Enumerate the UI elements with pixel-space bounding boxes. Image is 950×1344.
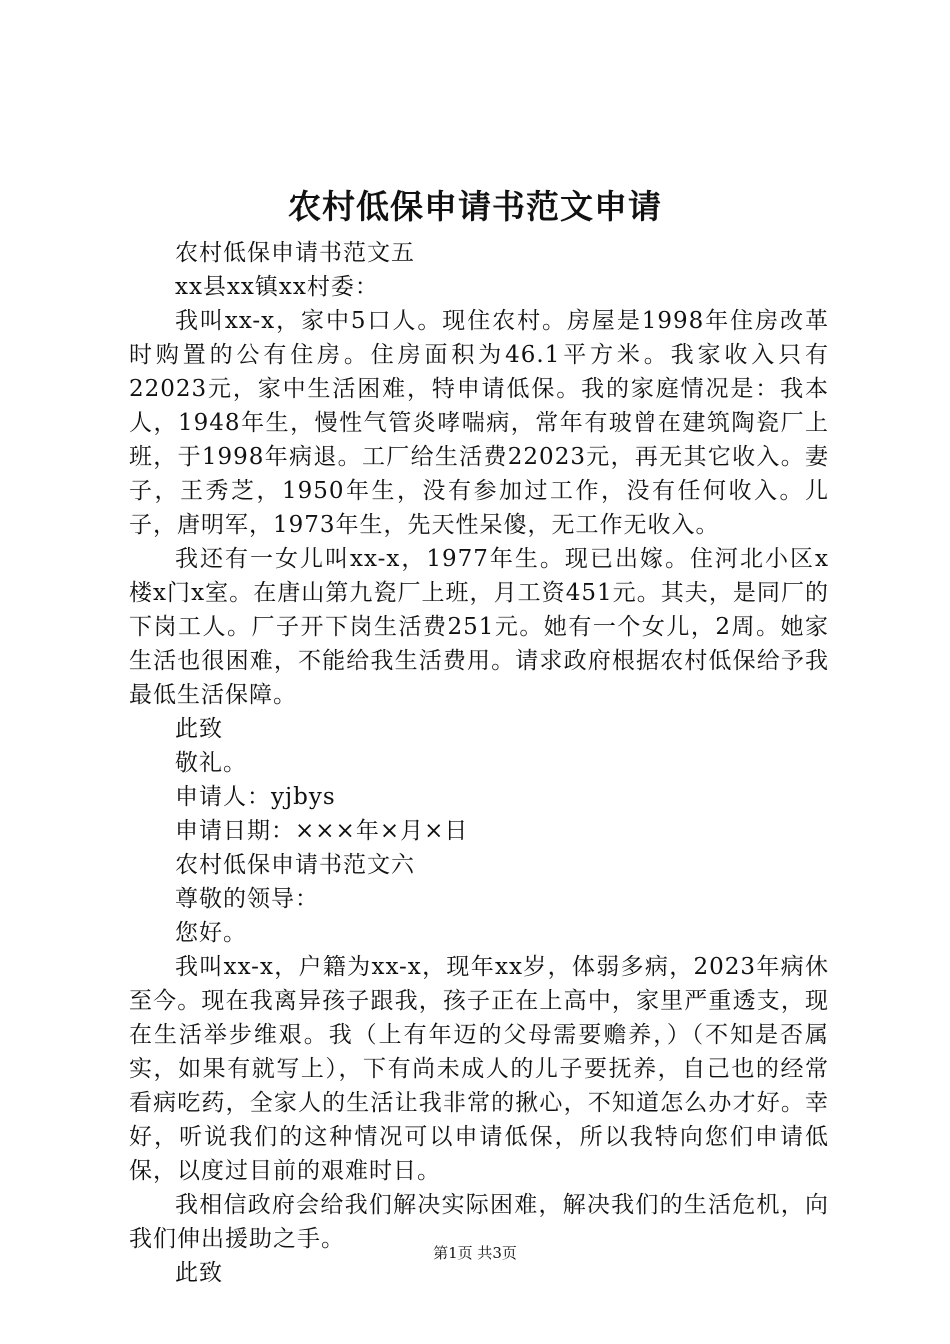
paragraph-heading-5: 农村低保申请书范文五 xyxy=(175,240,415,266)
paragraph-date: 申请日期：×××年×月×日 xyxy=(175,818,469,844)
document-title: 农村低保申请书范文申请 xyxy=(288,187,662,226)
paragraph-closing: 此致 xyxy=(175,1260,223,1286)
document-body xyxy=(129,236,829,1290)
paragraph-body: 我叫xx-x，户籍为xx-x，现年xx岁，体弱多病，2023年病休至今。现在我离异孩子跟我，孩子正在上高中，家里严重透支，现在生活举步维艰。我（上有年迈的父母需要赡养，）（不知是否属实，如果有就写上），下有尚未成人的儿子要抚养，自己也的经常看病吃药，全家人的生活让我非常的揪心，不知道怎么办才好。幸好，听说我们的这种情况可以申请低保，所以我特向您们申请低保，以度过目前的艰难时日。 xyxy=(129,954,829,1184)
paragraph-body: 我叫xx-x，家中5口人。现住农村。房屋是1998年住房改革时购置的公有住房。住房面积为46.1平方米。我家收入只有22023元，家中生活困难，特申请低保。我的家庭情况是：我本人，1948年生，慢性气管炎哮喘病，常年有玻曾在建筑陶瓷厂上班，于1998年病退。工厂给生活费22023元，再无其它收入。妻子，王秀芝，1950年生，没有参加过工作，没有任何收入。儿子，唐明军，1973年生，先天性呆傻，无工作无收入。 xyxy=(129,308,829,538)
paragraph-applicant: 申请人：yjbys xyxy=(175,784,336,810)
paragraph-closing: 此致 xyxy=(175,716,223,742)
paragraph-greeting: 您好。 xyxy=(175,920,247,946)
paragraph-body: 我还有一女儿叫xx-x，1977年生。现已出嫁。住河北小区x楼x门x室。在唐山第九瓷厂上班，月工资451元。其夫，是同厂的下岗工人。厂子开下岗生活费251元。她有一个女儿，2周。她家生活也很困难，不能给我生活费用。请求政府根据农村低保给予我最低生活保障。 xyxy=(129,546,829,708)
paragraph-salutation: 敬礼。 xyxy=(175,750,247,776)
paragraph-heading-6: 农村低保申请书范文六 xyxy=(175,852,415,878)
paragraph-addressee: 尊敬的领导： xyxy=(175,886,319,912)
paragraph-addressee: xx县xx镇xx村委： xyxy=(175,274,379,300)
page-number-footer: 第1页 共3页 xyxy=(433,1244,517,1262)
paragraph-body: 我相信政府会给我们解决实际困难，解决我们的生活危机，向我们伸出援助之手。 xyxy=(129,1192,829,1252)
